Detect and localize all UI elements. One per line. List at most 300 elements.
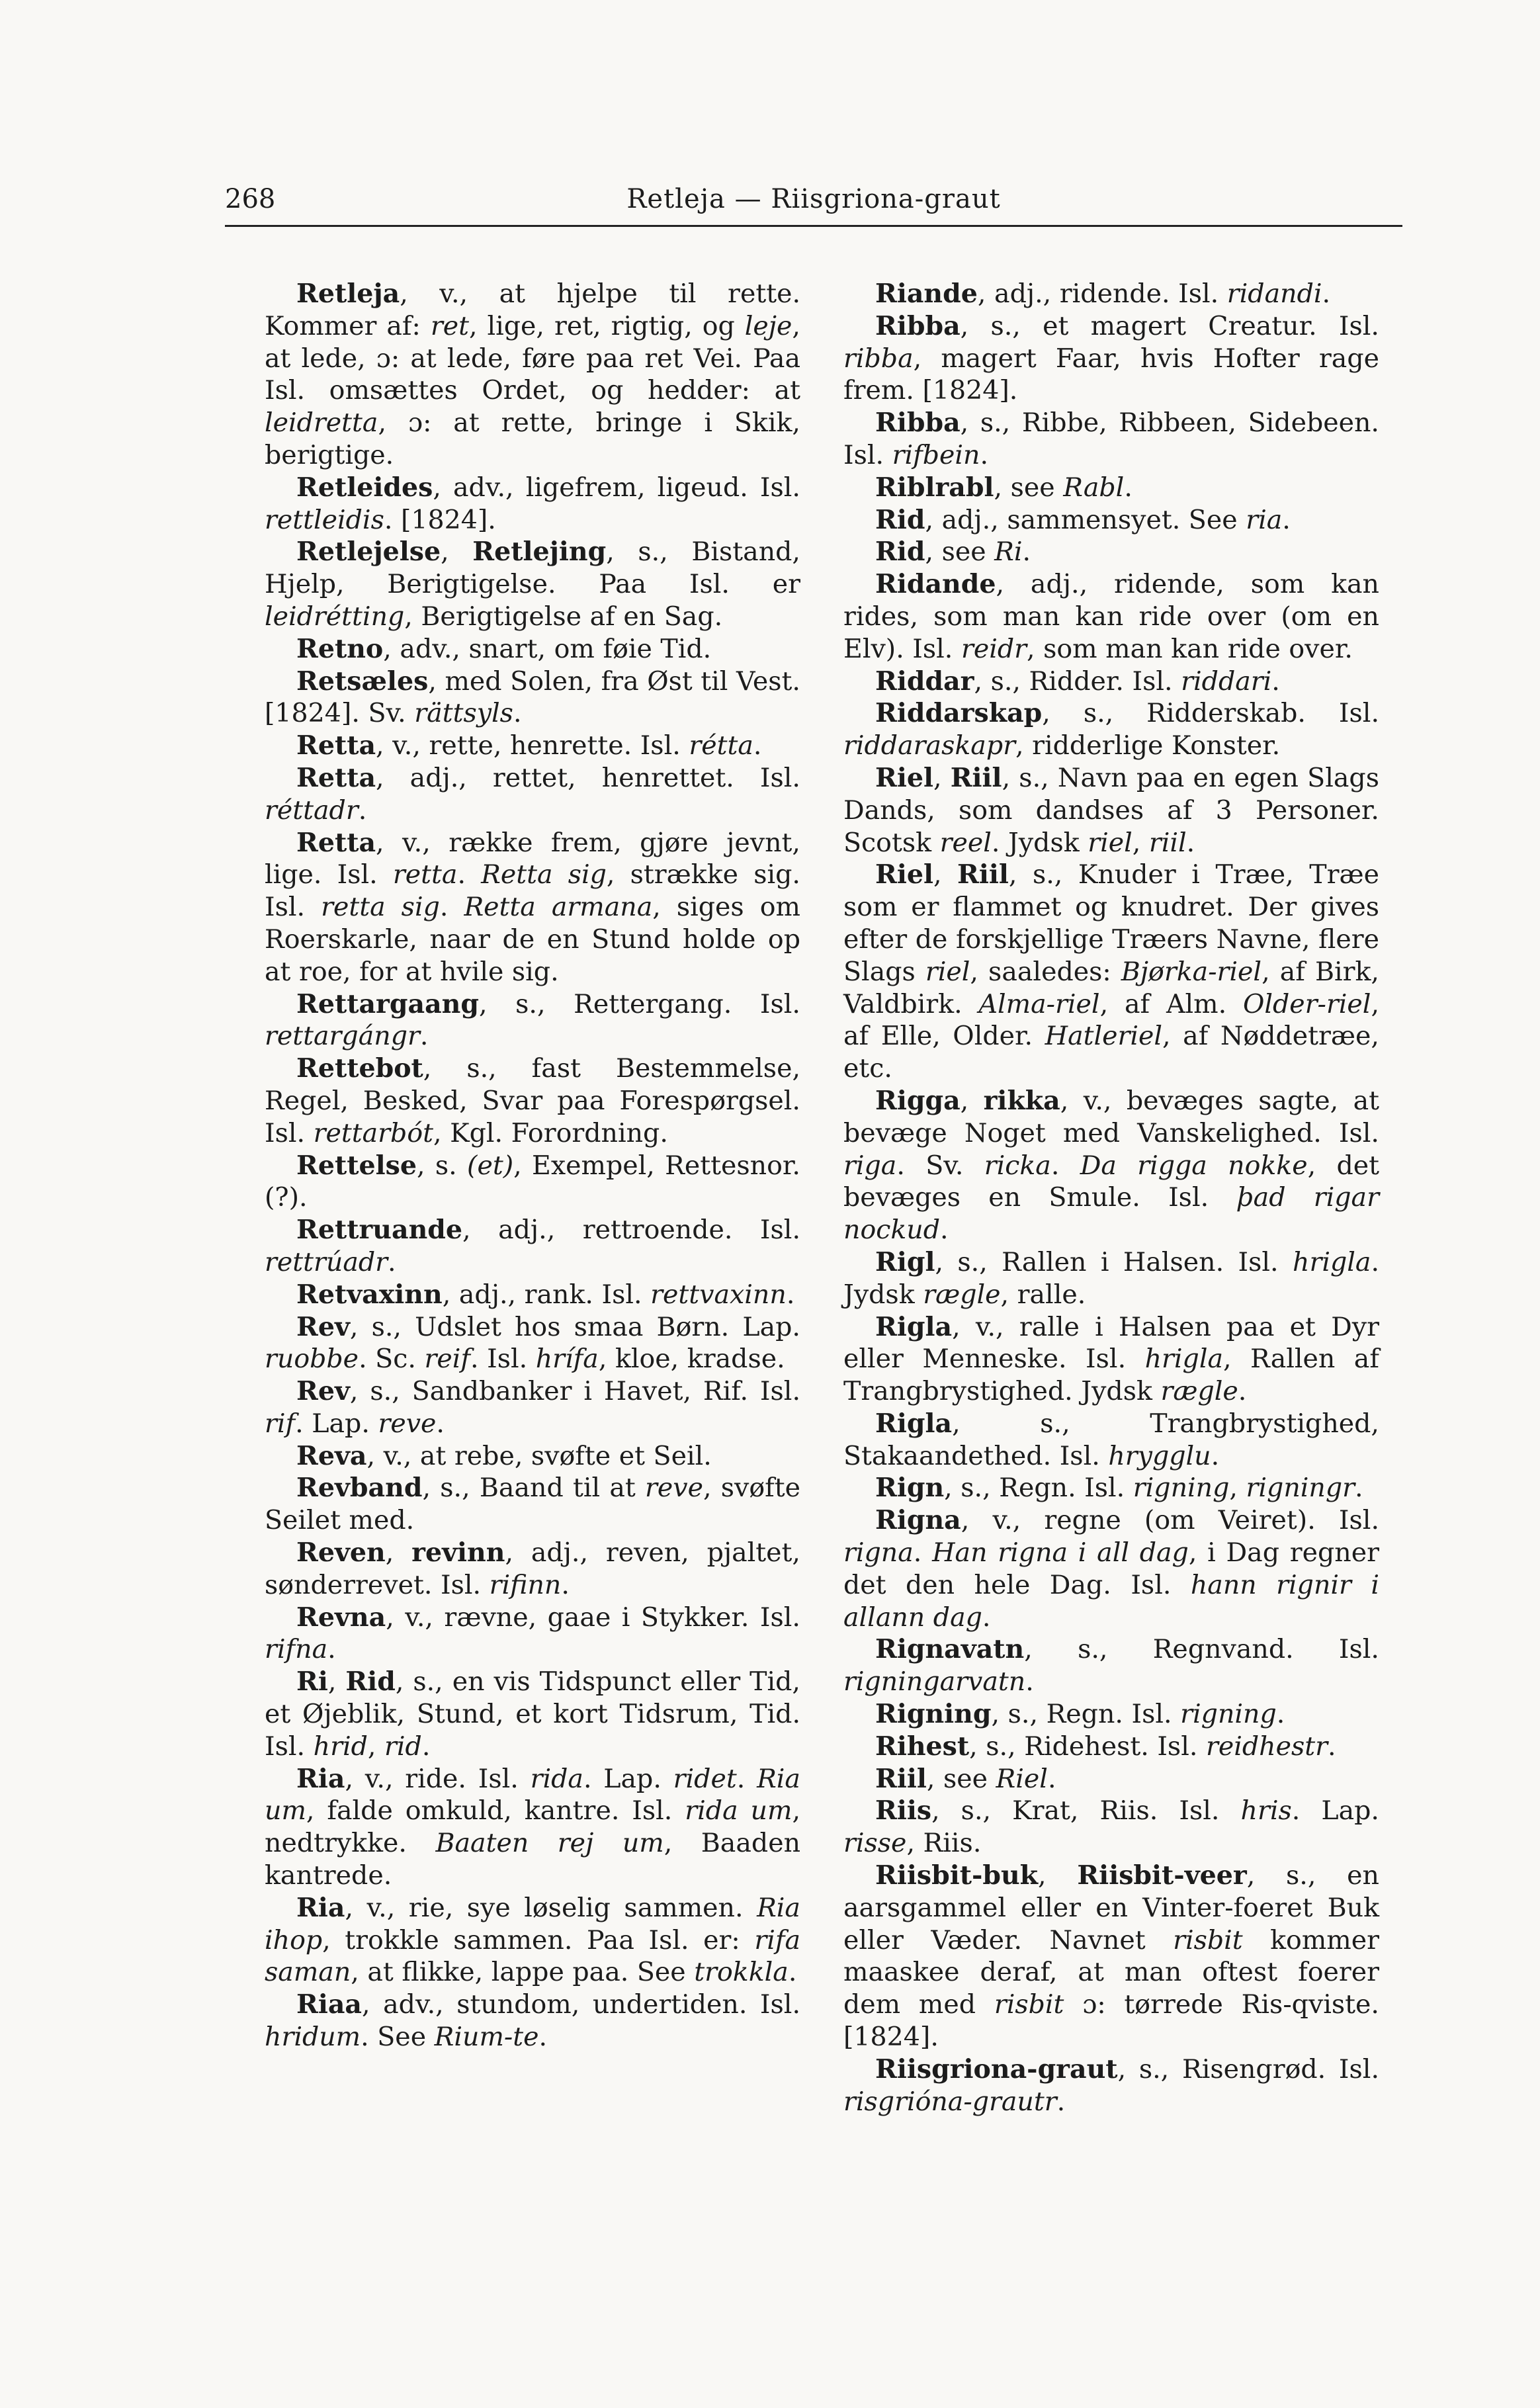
entry-text: ɔ: tørrede Ris-qviste. [1824]. xyxy=(843,1989,1379,2053)
entry-text: , xyxy=(960,1085,984,1116)
entry-text: , saaledes: xyxy=(970,956,1121,987)
dictionary-entry xyxy=(843,859,1379,1085)
entry-text: . Jydsk xyxy=(991,827,1088,858)
headword: Riblrabl xyxy=(875,472,994,503)
entry-text: . xyxy=(1282,504,1291,535)
italic-form: rifbein xyxy=(892,439,980,470)
entry-text: . Jydsk xyxy=(843,1246,1379,1310)
entry-text: , ɔ: at rette, bringe i Skik, berigtige. xyxy=(265,408,800,470)
entry-text: . xyxy=(436,1408,445,1439)
dictionary-entry xyxy=(843,1698,1379,1731)
italic-form: rida xyxy=(530,1763,583,1794)
dictionary-entry xyxy=(265,827,800,988)
entry-text: . xyxy=(788,1957,797,1988)
entry-text: , siges om Roerskarle, naar de en Stund holde op at roe, for at hvile sig. xyxy=(265,892,800,987)
entry-text: , adj., rank. Isl. xyxy=(442,1279,651,1310)
entry-text: , det bevæges en Smule. Isl. xyxy=(843,1150,1379,1213)
dictionary-entry xyxy=(843,2053,1379,2118)
entry-text: , med Solen, fra Øst til Vest. [1824]. Sv. xyxy=(265,666,800,729)
italic-form: ricka xyxy=(984,1150,1051,1181)
dictionary-entry xyxy=(265,472,800,537)
italic-form: rigning xyxy=(1180,1699,1277,1730)
entry-text: , adv., snart, om føie Tid. xyxy=(383,633,712,664)
dictionary-entry xyxy=(843,1504,1379,1633)
entry-text: , Riis. xyxy=(906,1828,982,1859)
running-head: Retleja — Riisgriona-graut xyxy=(626,184,1001,214)
italic-form: rid xyxy=(384,1731,422,1762)
entry-text: . xyxy=(538,2022,548,2053)
italic-form: Han rigna i all dag xyxy=(932,1537,1189,1569)
headword: Ribba xyxy=(875,310,961,341)
entry-text: , s., Ridehest. Isl. xyxy=(969,1731,1206,1762)
italic-form: risse xyxy=(843,1828,907,1859)
headword: Retvaxinn xyxy=(296,1279,443,1310)
headword: Ria xyxy=(296,1763,345,1794)
dictionary-entry xyxy=(265,278,800,472)
italic-form: risgrióna-grautr xyxy=(843,2086,1057,2117)
italic-form: Ria ihop xyxy=(265,1892,800,1956)
headword: Riel xyxy=(875,859,933,890)
headword: Rid xyxy=(875,504,925,535)
entry-text: , af Alm. xyxy=(1099,988,1243,1019)
headword: Retno xyxy=(296,633,384,664)
entry-text: , xyxy=(933,859,958,890)
italic-form: Older-riel xyxy=(1243,988,1371,1019)
entry-text: , v., ralle i Halsen paa et Dyr eller Menneske. Isl. xyxy=(843,1311,1379,1375)
headword: Riisbit-buk xyxy=(875,1860,1039,1891)
headword: Rigla xyxy=(875,1408,953,1439)
italic-form: reidr xyxy=(961,633,1027,664)
headword: Retta xyxy=(296,827,376,858)
headword: revinn xyxy=(411,1537,505,1569)
entry-text: . xyxy=(457,859,482,890)
entry-text: , v., række frem, gjøre jevnt, lige. Isl. xyxy=(265,827,800,890)
entry-text: , xyxy=(327,1666,346,1698)
entry-text: . xyxy=(1327,1731,1336,1762)
italic-form: (et) xyxy=(467,1150,514,1181)
headword: Ria xyxy=(296,1892,345,1923)
entry-text: , adv., ligefrem, ligeud. Isl. xyxy=(433,472,800,503)
headword: Rettruande xyxy=(296,1215,463,1246)
entry-text: , lige, ret, rigtig, og xyxy=(468,310,745,341)
entry-text: . Sv. xyxy=(896,1150,984,1181)
entry-text: . xyxy=(513,698,522,729)
headword: Rettebot xyxy=(296,1053,423,1084)
headword: Ri xyxy=(296,1666,328,1698)
italic-form: Retta armana xyxy=(464,892,653,923)
entry-text: , adj., reven, pjaltet, sønderrevet. Isl. xyxy=(265,1537,800,1600)
entry-text: . xyxy=(1186,827,1195,858)
entry-text: , v., rævne, gaae i Stykker. Isl. xyxy=(386,1602,800,1633)
entry-text: . [1824]. xyxy=(384,504,496,535)
entry-text: . xyxy=(358,795,367,826)
entry-text: , som man kan ride over. xyxy=(1027,633,1353,664)
entry-text: , svøfte Seilet med. xyxy=(265,1473,800,1536)
italic-form: reve xyxy=(645,1473,703,1504)
dictionary-entry xyxy=(265,666,800,730)
entry-text: , af Nøddetræe, etc. xyxy=(843,1021,1379,1084)
entry-text: , Exempel, Rettesnor. (?). xyxy=(265,1150,800,1213)
headword: Rid xyxy=(875,537,925,568)
entry-text: kommer maaskee deraf, at man oftest foerer dem med xyxy=(843,1924,1379,2020)
italic-form: leidretta xyxy=(265,408,378,439)
headword: Rettelse xyxy=(296,1150,417,1181)
entry-text: , v., regne (om Veiret). Isl. xyxy=(961,1505,1379,1536)
entry-text: , s. xyxy=(416,1150,468,1181)
italic-form: Baaten rej um xyxy=(435,1828,664,1859)
dictionary-entry xyxy=(265,1537,800,1602)
italic-form: Da rigga nokke xyxy=(1080,1150,1308,1181)
dictionary-entry xyxy=(843,1311,1379,1408)
italic-form: rifa saman xyxy=(265,1924,800,1988)
entry-text: , v., rette, henrette. Isl. xyxy=(376,730,689,761)
entry-text: , strække sig. Isl. xyxy=(265,859,800,923)
entry-text: , s., Baand til at xyxy=(422,1473,645,1504)
dictionary-entry xyxy=(843,1763,1379,1795)
headword: Rigl xyxy=(875,1246,935,1277)
headword: Riddar xyxy=(875,666,974,697)
headword: Retlejing xyxy=(472,537,607,568)
entry-text: , trokkle sammen. Paa Isl. er: xyxy=(322,1924,755,1956)
entry-text: , see xyxy=(994,472,1064,503)
dictionary-entry xyxy=(265,1375,800,1440)
entry-text: , ridderlige Konster. xyxy=(1015,730,1281,761)
entry-text: , af Elle, Older. xyxy=(843,988,1379,1052)
italic-form: riel xyxy=(925,956,970,987)
dictionary-entry xyxy=(265,1763,800,1892)
headword: Riel xyxy=(875,762,933,793)
headword: Retta xyxy=(296,762,376,793)
headword: Riis xyxy=(875,1795,932,1827)
entry-text: . Lap. xyxy=(295,1408,378,1439)
entry-text: , s., Knuder i Træe, Træe som er flammet og knudret. Der gives efter de forskjellige Træers Navne, flere Slags xyxy=(843,859,1379,987)
italic-form: Hatleriel xyxy=(1045,1021,1163,1052)
entry-text: . xyxy=(1025,1666,1034,1698)
entry-text: , s., et magert Creatur. Isl. xyxy=(960,310,1379,341)
italic-form: hrigla xyxy=(1144,1344,1224,1375)
entry-text: , Rallen af Trangbrystighed. Jydsk xyxy=(843,1344,1379,1407)
dictionary-entry xyxy=(265,1214,800,1279)
entry-text: , v., at hjelpe til rette. Kommer af: xyxy=(265,279,800,341)
headword: Riisgriona-graut xyxy=(875,2053,1118,2085)
entry-text: . xyxy=(736,1763,757,1794)
headword: Riande xyxy=(875,279,978,309)
dictionary-entry xyxy=(265,1279,800,1311)
italic-form: reel xyxy=(939,827,992,858)
page-header xyxy=(225,179,1402,227)
dictionary-entry xyxy=(265,1892,800,1989)
right-column xyxy=(843,278,1379,2118)
entry-text: , af Birk, Valdbirk. xyxy=(843,956,1379,1019)
dictionary-entry xyxy=(843,1472,1379,1504)
italic-form: rigna xyxy=(843,1537,914,1569)
italic-form: Alma-riel xyxy=(978,988,1100,1019)
headword: Rignavatn xyxy=(875,1634,1025,1665)
entry-text: . xyxy=(753,730,762,761)
italic-form: Rabl xyxy=(1063,472,1125,503)
dictionary-entry xyxy=(265,1440,800,1473)
entry-text: , v., rie, sye løselig sammen. xyxy=(345,1892,757,1923)
italic-form: ria xyxy=(1246,504,1283,535)
entry-text: , s., en vis Tidspunct eller Tid, et Øjeblik, Stund, et kort Tidsrum, Tid. Isl. xyxy=(265,1666,800,1762)
entry-text: . xyxy=(327,1634,336,1665)
entry-text: , adv., stundom, undertiden. Isl. xyxy=(362,1989,800,2020)
entry-text: , s., Rettergang. Isl. xyxy=(479,988,800,1019)
entry-text: , s., Ridder. Isl. xyxy=(974,666,1181,697)
entry-text: , adj., sammensyet. See xyxy=(925,504,1246,535)
italic-form: riga xyxy=(843,1150,897,1181)
dictionary-entry xyxy=(265,988,800,1053)
headword: Ribba xyxy=(875,408,961,439)
entry-text: . xyxy=(421,1731,431,1762)
entry-text: . xyxy=(1211,1440,1220,1471)
entry-text: , Baaden kantrede. xyxy=(265,1828,801,1891)
entry-text: , nedtrykke. xyxy=(265,1795,800,1859)
entry-text: . xyxy=(1022,537,1031,568)
headword: Rev xyxy=(296,1311,350,1342)
entry-text: . xyxy=(980,439,989,470)
italic-form: rifna xyxy=(265,1634,328,1665)
dictionary-entry xyxy=(265,1602,800,1666)
entry-text: , s., Regn. Isl. xyxy=(991,1699,1181,1730)
headword: Rign xyxy=(875,1473,945,1504)
dictionary-entry xyxy=(265,1150,800,1215)
entry-text: , s., Regn. Isl. xyxy=(944,1473,1133,1504)
entry-text: , s., Risengrød. Isl. xyxy=(1117,2053,1379,2085)
italic-form: hrífa xyxy=(535,1344,599,1375)
headword: Riisbit-veer xyxy=(1077,1860,1247,1891)
italic-form: Rium-te xyxy=(434,2022,539,2053)
italic-form: hrigla xyxy=(1293,1246,1371,1277)
entry-text: , ralle. xyxy=(1000,1279,1086,1310)
italic-form: rægle xyxy=(923,1279,1001,1310)
entry-text: . xyxy=(1056,2086,1066,2117)
dictionary-entry xyxy=(265,730,800,762)
dictionary-entry xyxy=(843,666,1379,698)
dictionary-entry xyxy=(843,1246,1379,1311)
italic-form: hridum xyxy=(265,2022,361,2053)
dictionary-entry xyxy=(265,536,800,632)
headword: Rihest xyxy=(875,1731,970,1762)
entry-text: . xyxy=(1271,666,1280,697)
headword: Rigla xyxy=(875,1311,953,1342)
entry-text: , Kgl. Forordning. xyxy=(433,1117,668,1148)
dictionary-entry xyxy=(843,310,1379,407)
entry-text: , v., bevæges sagte, at bevæge Noget med Vanskelighed. Isl. xyxy=(843,1085,1379,1148)
entry-text: , xyxy=(385,1537,412,1569)
headword: Ridande xyxy=(875,569,996,600)
headword: Riil xyxy=(950,762,1002,793)
italic-form: hrygglu xyxy=(1108,1440,1211,1471)
entry-text: , see xyxy=(925,537,995,568)
italic-form: Riel xyxy=(996,1763,1048,1794)
headword: Retleja xyxy=(296,279,400,309)
italic-form: risbit xyxy=(1173,1924,1243,1956)
entry-text: , xyxy=(367,1731,384,1762)
entry-text: , s., Udslet hos smaa Børn. Lap. xyxy=(349,1311,800,1342)
dictionary-entry xyxy=(265,633,800,666)
italic-form: trokkla xyxy=(694,1957,789,1988)
entry-text: . Sc. xyxy=(359,1344,425,1375)
entry-text: , s., Krat, Riis. Isl. xyxy=(931,1795,1241,1827)
entry-text: , s., Trangbrystighed, Stakaandethed. Isl. xyxy=(843,1408,1379,1471)
italic-form: rida um xyxy=(685,1795,792,1827)
dictionary-entry xyxy=(843,1795,1379,1860)
entry-text: , s., fast Bestemmelse, Regel, Besked, Svar paa Forespørgsel. Isl. xyxy=(265,1053,800,1148)
dictionary-entry xyxy=(843,536,1379,568)
entry-text: . xyxy=(561,1569,570,1600)
entry-text: . xyxy=(1322,279,1331,309)
headword: Retleides xyxy=(296,472,433,503)
entry-text: , s., Ridderskab. Isl. xyxy=(1042,698,1379,729)
entry-text: . xyxy=(388,1246,396,1277)
italic-form: riddari xyxy=(1181,666,1272,697)
entry-text: . xyxy=(1050,1150,1080,1181)
entry-text: , adj., ridende, som kan rides, som man kan ride over (om en Elv). Isl. xyxy=(843,569,1379,664)
italic-form: hris xyxy=(1240,1795,1292,1827)
italic-form: leidrétting xyxy=(265,601,405,632)
headword: Rettargaang xyxy=(296,988,479,1019)
entry-text: , s., Ribbe, Ribbeen, Sidebeen. Isl. xyxy=(843,408,1379,470)
dictionary-entry xyxy=(843,1633,1379,1698)
headword: Retta xyxy=(296,730,376,761)
entry-text: . xyxy=(786,1279,795,1310)
headword: Reva xyxy=(296,1440,367,1471)
italic-form: ruobbe xyxy=(265,1344,359,1375)
entry-text: . xyxy=(1276,1699,1285,1730)
headword: Riddarskap xyxy=(875,698,1043,729)
italic-form: þad rigar nockud xyxy=(843,1182,1379,1246)
entry-text: , xyxy=(1132,827,1149,858)
dictionary-entry xyxy=(265,1989,800,2053)
entry-text: , s., Sandbanker i Havet, Rif. Isl. xyxy=(349,1376,800,1407)
entry-text: , magert Faar, hvis Hofter rage frem. [1824]. xyxy=(843,343,1379,406)
italic-form: ret xyxy=(430,310,469,341)
headword: rikka xyxy=(983,1085,1060,1116)
italic-form: rettvaxinn xyxy=(650,1279,787,1310)
dictionary-entry xyxy=(265,1311,800,1376)
italic-form: Bjørka-riel xyxy=(1121,956,1262,987)
italic-form: Retta sig xyxy=(481,859,607,890)
entry-text: , at flikke, lappe paa. See xyxy=(351,1957,695,1988)
dictionary-entry xyxy=(843,697,1379,762)
italic-form: reif xyxy=(424,1344,470,1375)
headword: Riaa xyxy=(296,1989,363,2020)
dictionary-entry xyxy=(843,568,1379,665)
entry-text: , s., Regnvand. Isl. xyxy=(1024,1634,1379,1665)
entry-text: . xyxy=(913,1537,933,1569)
entry-text: , adj., rettet, henrettet. Isl. xyxy=(376,762,800,793)
entry-text: . Lap. xyxy=(583,1763,673,1794)
dictionary-entry xyxy=(265,762,800,827)
dictionary-entry xyxy=(265,1053,800,1149)
italic-form: hann rignir i allann dag xyxy=(843,1569,1379,1633)
headword: Riil xyxy=(875,1763,927,1794)
italic-form: reve xyxy=(378,1408,437,1439)
dictionary-entry xyxy=(843,1860,1379,2053)
entry-text: , s., en aarsgammel eller en Vinter-foeret Buk eller Væder. Navnet xyxy=(843,1860,1379,1956)
entry-text: , adj., rettroende. Isl. xyxy=(462,1215,800,1246)
italic-form: risbit xyxy=(994,1989,1064,2020)
dictionary-entry xyxy=(265,1472,800,1537)
dictionary-entry xyxy=(843,1731,1379,1763)
italic-form: rigningr xyxy=(1246,1473,1355,1504)
italic-form: Ri xyxy=(994,537,1023,568)
entry-text: . xyxy=(1124,472,1133,503)
entry-text: . See xyxy=(361,2022,435,2053)
entry-text: , v., ride. Isl. xyxy=(345,1763,531,1794)
italic-form: ribba xyxy=(843,343,914,374)
italic-form: rettargángr xyxy=(265,1021,420,1052)
entry-text: , v., at rebe, svøfte et Seil. xyxy=(366,1440,712,1471)
entry-text: . xyxy=(1355,1473,1363,1504)
italic-form: riel xyxy=(1088,827,1133,858)
italic-form: retta sig xyxy=(321,892,440,923)
entry-text: , xyxy=(441,537,473,568)
dictionary-entry xyxy=(843,504,1379,537)
italic-form: ridandi xyxy=(1226,279,1322,309)
entry-text: , xyxy=(1038,1860,1078,1891)
dictionary-entry xyxy=(843,472,1379,504)
entry-text: , xyxy=(933,762,951,793)
headword: Revna xyxy=(296,1602,386,1633)
entry-text: , s., Rallen i Halsen. Isl. xyxy=(935,1246,1293,1277)
headword: Rigning xyxy=(875,1699,992,1730)
italic-form: reidhestr xyxy=(1205,1731,1328,1762)
entry-text: , i Dag regner det den hele Dag. Isl. xyxy=(843,1537,1379,1600)
entry-text: . xyxy=(1238,1376,1247,1407)
italic-form: hrid xyxy=(313,1731,368,1762)
entry-text: . xyxy=(1047,1763,1056,1794)
italic-form: rifinn xyxy=(489,1569,562,1600)
dictionary-entry xyxy=(843,278,1379,310)
headword: Revband xyxy=(296,1473,423,1504)
italic-form: retta xyxy=(392,859,458,890)
headword: Rev xyxy=(296,1376,350,1407)
entry-text: , kloe, kradse. xyxy=(598,1344,785,1375)
entry-text: . Isl. xyxy=(470,1344,536,1375)
entry-text: . xyxy=(419,1021,429,1052)
italic-form: rettleidis xyxy=(265,504,384,535)
italic-form: rettrúadr xyxy=(265,1246,388,1277)
italic-form: rigning xyxy=(1133,1473,1230,1504)
dictionary-entry xyxy=(843,762,1379,859)
italic-form: leje xyxy=(744,310,792,341)
headword: Rigga xyxy=(875,1085,961,1116)
dictionary-entry xyxy=(843,1085,1379,1246)
italic-form: riil xyxy=(1148,827,1187,858)
headword: Retlejelse xyxy=(296,537,441,568)
entry-text: , adj., ridende. Isl. xyxy=(977,279,1227,309)
entry-text: , at lede, ɔ: at lede, føre paa ret Vei. Paa Isl. omsættes Ordet, og hedder: at xyxy=(265,310,800,406)
entry-text: , xyxy=(1229,1473,1246,1504)
entry-text: . xyxy=(982,1602,991,1633)
italic-form: rægle xyxy=(1160,1376,1238,1407)
headword: Reven xyxy=(296,1537,386,1569)
left-column xyxy=(265,278,800,2053)
dictionary-entry xyxy=(843,1408,1379,1473)
italic-form: rigningarvatn xyxy=(843,1666,1026,1698)
italic-form: rettarbót xyxy=(313,1117,434,1148)
entry-text: , see xyxy=(926,1763,996,1794)
entry-text: , falde omkuld, kantre. Isl. xyxy=(306,1795,685,1827)
italic-form: réttadr xyxy=(265,795,359,826)
entry-text: , s., Bistand, Hjelp, Berigtigelse. Paa Isl. er xyxy=(265,537,800,600)
entry-text: , s., Navn paa en egen Slags Dands, som dandses af 3 Personer. Scotsk xyxy=(843,762,1379,858)
italic-form: Ria um xyxy=(265,1763,800,1827)
entry-text: . xyxy=(439,892,464,923)
entry-text: . xyxy=(940,1215,949,1246)
